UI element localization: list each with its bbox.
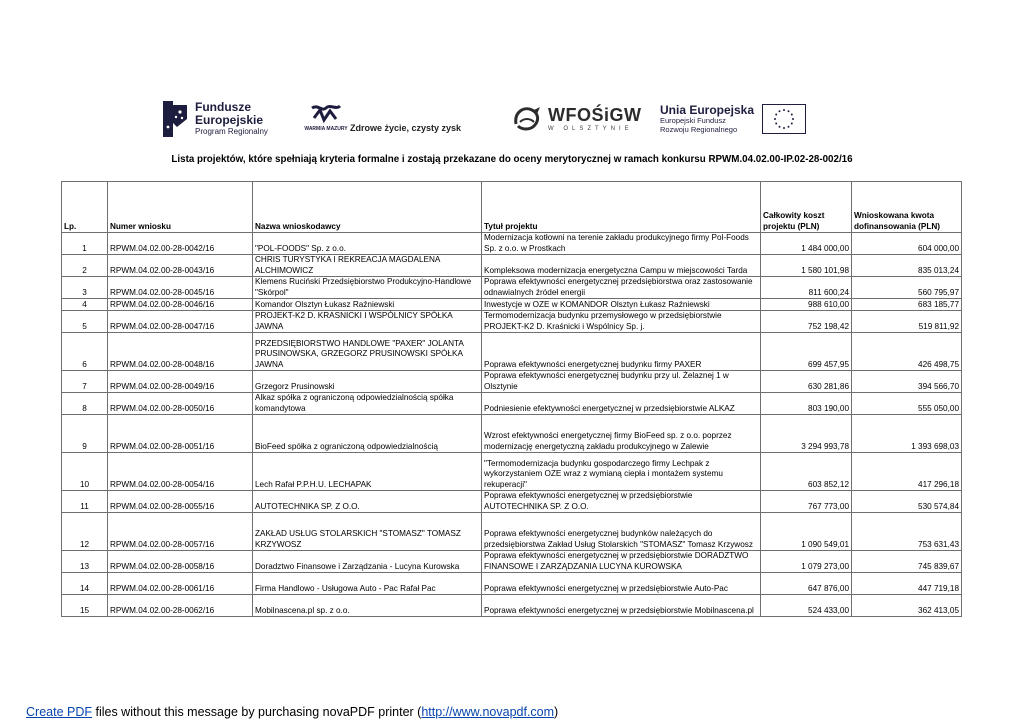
cell-numer: RPWM.04.02.00-28-0050/16 (108, 393, 253, 415)
novapdf-link[interactable]: http://www.novapdf.com (421, 705, 555, 719)
cell-koszt: 988 610,00 (761, 299, 852, 311)
cell-nazwa: Komandor Olsztyn Łukasz Raźniewski (253, 299, 482, 311)
cell-kwota: 394 566,70 (852, 371, 962, 393)
cell-nazwa: CHRIS TURYSTYKA I REKREACJA MAGDALENA ALCHIMOWICZ (253, 255, 482, 277)
header-tytul-projektu: Tytuł projektu (482, 182, 761, 233)
warmia-mazury-icon (304, 102, 348, 136)
cell-nazwa: Grzegorz Prusinowski (253, 371, 482, 393)
table-row (62, 513, 962, 551)
cell-tytul: Termomodernizacja budynku przemysłowego w przedsiębiorstwie PROJEKT-K2 D. Kraśnicki i Wspólnicy Sp. j. (482, 311, 761, 333)
cell-lp: 9 (62, 415, 108, 453)
cell-koszt: 1 484 000,00 (761, 233, 852, 255)
table-row (62, 371, 962, 393)
table-row (62, 233, 962, 255)
ue-line3: Rozwoju Regionalnego (660, 124, 738, 134)
cell-koszt: 1 079 273,00 (761, 551, 852, 573)
cell-numer: RPWM.04.02.00-28-0045/16 (108, 277, 253, 299)
eu-star-icon (783, 109, 785, 111)
table-row (62, 311, 962, 333)
cell-kwota: 417 296,18 (852, 453, 962, 491)
warmia-slogan: Zdrowe życie, czysty zysk (350, 123, 462, 133)
fundusze-line3: Program Regionalny (195, 127, 268, 137)
table-row (62, 551, 962, 573)
eu-star-icon (792, 118, 794, 120)
cell-kwota: 560 795,97 (852, 277, 962, 299)
cell-nazwa: Lech Rafał P.P.H.U. LECHAPAK (253, 453, 482, 491)
eu-star-icon (791, 123, 793, 125)
cell-numer: RPWM.04.02.00-28-0042/16 (108, 233, 253, 255)
cell-tytul: Poprawa efektywności energetycznej przedsiębiorstwa oraz zastosowanie odnawialnych źródeł energii (482, 277, 761, 299)
cell-numer: RPWM.04.02.00-28-0057/16 (108, 513, 253, 551)
fundusze-line2: Europejskie (195, 112, 264, 127)
cell-nazwa: Firma Handlowo - Usługowa Auto - Pac Rafał Pac (253, 573, 482, 595)
cell-lp: 3 (62, 277, 108, 299)
table-row (62, 393, 962, 415)
cell-tytul: Modernizacja kotłowni na terenie zakładu produkcyjnego firmy Pol-Foods Sp. z o.o. w Prostkach (482, 233, 761, 255)
cell-tytul: Wzrost efektywności energetycznej firmy BioFeed sp. z o.o. poprzez modernizację energetyczną zakładu produkcyjnego w Zalewie (482, 415, 761, 453)
cell-kwota: 745 839,67 (852, 551, 962, 573)
table-row (62, 491, 962, 513)
eu-star-icon (775, 123, 777, 125)
footer-end: ) (554, 705, 559, 719)
cell-nazwa: "POL-FOODS" Sp. z o.o. (253, 233, 482, 255)
cell-numer: RPWM.04.02.00-28-0048/16 (108, 333, 253, 371)
cell-tytul: Poprawa efektywności energetycznej w przedsiębiorstwie Auto-Pac (482, 573, 761, 595)
cell-tytul: Poprawa efektywności energetycznej w przedsiębiorstwie AUTOTECHNIKA SP. Z O.O. (482, 491, 761, 513)
cell-numer: RPWM.04.02.00-28-0043/16 (108, 255, 253, 277)
eu-star-icon (779, 110, 781, 112)
cell-lp: 11 (62, 491, 108, 513)
cell-lp: 13 (62, 551, 108, 573)
warmia-small-text: WARMIA MAZURY (304, 126, 348, 132)
cell-koszt: 603 852,12 (761, 453, 852, 491)
page-title: Lista projektów, które spełniają kryteria formalne i zostają przekazane do oceny merytorycznej w ramach konkursu RPWM.04.02.00-IP.02-28-002/16 (171, 154, 853, 165)
cell-nazwa: Mobilnascena.pl sp. z o.o. (253, 595, 482, 617)
cell-kwota: 753 631,43 (852, 513, 962, 551)
unia-europejska-logo (660, 96, 806, 142)
fundusze-europejskie-icon (163, 101, 187, 137)
cell-kwota: 362 413,05 (852, 595, 962, 617)
cell-tytul: Podniesienie efektywności energetycznej w przedsiębiorstwie ALKAZ (482, 393, 761, 415)
cell-tytul: Inwestycje w OZE w KOMANDOR Olsztyn Łukasz Raźniewski (482, 299, 761, 311)
cell-koszt: 1 580 101,98 (761, 255, 852, 277)
cell-lp: 14 (62, 573, 108, 595)
footer-text: files without this message by purchasing novaPDF printer ( (92, 705, 422, 719)
cell-koszt: 699 457,95 (761, 333, 852, 371)
cell-kwota: 683 185,77 (852, 299, 962, 311)
cell-koszt: 811 600,24 (761, 277, 852, 299)
cell-nazwa: Alkaz spółka z ograniczoną odpowiedzialnością spółka komandytowa (253, 393, 482, 415)
ue-line1: Unia Europejska (660, 103, 755, 118)
eu-star-icon (788, 126, 790, 128)
wfosigw-logo (510, 96, 641, 142)
cell-lp: 2 (62, 255, 108, 277)
ue-line2: Europejski Fundusz (660, 116, 726, 126)
warmia-mazury-logo (304, 96, 462, 142)
table-row (62, 415, 962, 453)
projects-table (61, 181, 962, 617)
cell-kwota: 1 393 698,03 (852, 415, 962, 453)
cell-kwota: 835 013,24 (852, 255, 962, 277)
table-row (62, 299, 962, 311)
fundusze-europejskie-logo (163, 96, 268, 142)
table-row (62, 453, 962, 491)
cell-kwota: 426 498,75 (852, 333, 962, 371)
table-header-row (62, 182, 962, 233)
cell-numer: RPWM.04.02.00-28-0047/16 (108, 311, 253, 333)
cell-kwota: 447 719,18 (852, 573, 962, 595)
header-calkowity-koszt: Całkowity koszt projektu (PLN) (761, 182, 852, 233)
cell-lp: 15 (62, 595, 108, 617)
cell-kwota: 555 050,00 (852, 393, 962, 415)
cell-tytul: Poprawa efektywności energetycznej budynku przy ul. Żelaznej 1 w Olsztynie (482, 371, 761, 393)
eu-star-icon (783, 127, 785, 129)
cell-kwota: 604 000,00 (852, 233, 962, 255)
cell-lp: 5 (62, 311, 108, 333)
eu-flag-icon (762, 104, 806, 134)
cell-nazwa: Klemens Ruciński Przedsiębiorstwo Produkcyjno-Handlowe "Skórpol" (253, 277, 482, 299)
eu-star-icon (775, 114, 777, 116)
table-row (62, 333, 962, 371)
cell-koszt: 3 294 993,78 (761, 415, 852, 453)
eu-star-icon (779, 126, 781, 128)
cell-numer: RPWM.04.02.00-28-0058/16 (108, 551, 253, 573)
header-numer-wniosku: Numer wniosku (108, 182, 253, 233)
cell-tytul: "Termomodernizacja budynku gospodarczego firmy Lechpak z wykorzystaniem OZE wraz z wymianą ciepła i montażem systemu rekuperacji" (482, 453, 761, 491)
cell-lp: 7 (62, 371, 108, 393)
cell-lp: 8 (62, 393, 108, 415)
cell-koszt: 647 876,00 (761, 573, 852, 595)
cell-lp: 12 (62, 513, 108, 551)
cell-lp: 10 (62, 453, 108, 491)
cell-numer: RPWM.04.02.00-28-0054/16 (108, 453, 253, 491)
cell-koszt: 1 090 549,01 (761, 513, 852, 551)
header-wnioskowana-kwota: Wnioskowana kwota dofinansowania (PLN) (852, 182, 962, 233)
cell-numer: RPWM.04.02.00-28-0051/16 (108, 415, 253, 453)
cell-kwota: 530 574,84 (852, 491, 962, 513)
cell-koszt: 524 433,00 (761, 595, 852, 617)
pdf-footer (26, 705, 558, 719)
wfosigw-sub: W OLSZTYNIE (548, 126, 633, 132)
wfosigw-icon (510, 102, 544, 136)
create-pdf-link[interactable]: Create PDF (26, 705, 92, 719)
cell-tytul: Kompleksowa modernizacja energetyczna Campu w miejscowości Tarda (482, 255, 761, 277)
cell-numer: RPWM.04.02.00-28-0046/16 (108, 299, 253, 311)
header-lp: Lp. (62, 182, 108, 233)
cell-nazwa: PROJEKT-K2 D. KRASNICKI I WSPÓLNICY SPÓŁKA JAWNA (253, 311, 482, 333)
eu-star-icon (774, 118, 776, 120)
cell-lp: 1 (62, 233, 108, 255)
cell-koszt: 630 281,86 (761, 371, 852, 393)
cell-numer: RPWM.04.02.00-28-0055/16 (108, 491, 253, 513)
eu-star-icon (791, 114, 793, 116)
cell-koszt: 752 198,42 (761, 311, 852, 333)
cell-lp: 6 (62, 333, 108, 371)
wfosigw-name: WFOŚiGW (548, 105, 642, 125)
header-nazwa-wnioskodawcy: Nazwa wnioskodawcy (253, 182, 482, 233)
table-row (62, 595, 962, 617)
fundusze-line1: Fundusze (195, 100, 251, 115)
table-row (62, 255, 962, 277)
cell-nazwa: Doradztwo Finansowe i Zarządzania - Lucyna Kurowska (253, 551, 482, 573)
cell-nazwa: PRZEDSIĘBIORSTWO HANDLOWE "PAXER" JOLANTA PRUSINOWSKA, GRZEGORZ PRUSINOWSKI SPÓŁKA JAWNA (253, 333, 482, 371)
cell-nazwa: ZAKŁAD USŁUG STOLARSKICH "STOMASZ" TOMASZ KRZYWOSZ (253, 513, 482, 551)
cell-lp: 4 (62, 299, 108, 311)
cell-numer: RPWM.04.02.00-28-0061/16 (108, 573, 253, 595)
eu-star-icon (788, 110, 790, 112)
cell-numer: RPWM.04.02.00-28-0049/16 (108, 371, 253, 393)
cell-nazwa: BioFeed spółka z ograniczoną odpowiedzialnością (253, 415, 482, 453)
table-row (62, 573, 962, 595)
cell-tytul: Poprawa efektywności energetycznej w przedsiębiorstwie DORADZTWO FINANSOWE I ZARZĄDZANIA LUCYNA KUROWSKA (482, 551, 761, 573)
table-row (62, 277, 962, 299)
cell-koszt: 803 190,00 (761, 393, 852, 415)
logo-bar (155, 96, 835, 146)
cell-tytul: Poprawa efektywności energetycznej budynku firmy PAXER (482, 333, 761, 371)
cell-nazwa: AUTOTECHNIKA SP. Z O.O. (253, 491, 482, 513)
cell-koszt: 767 773,00 (761, 491, 852, 513)
cell-tytul: Poprawa efektywności energetycznej w przedsiębiorstwie Mobilnascena.pl (482, 595, 761, 617)
cell-numer: RPWM.04.02.00-28-0062/16 (108, 595, 253, 617)
cell-tytul: Poprawa efektywności energetycznej budynków należących do przedsiębiorstwa Zakład Usług Stolarskich "STOMASZ" Tomasz Krzywosz (482, 513, 761, 551)
cell-kwota: 519 811,92 (852, 311, 962, 333)
